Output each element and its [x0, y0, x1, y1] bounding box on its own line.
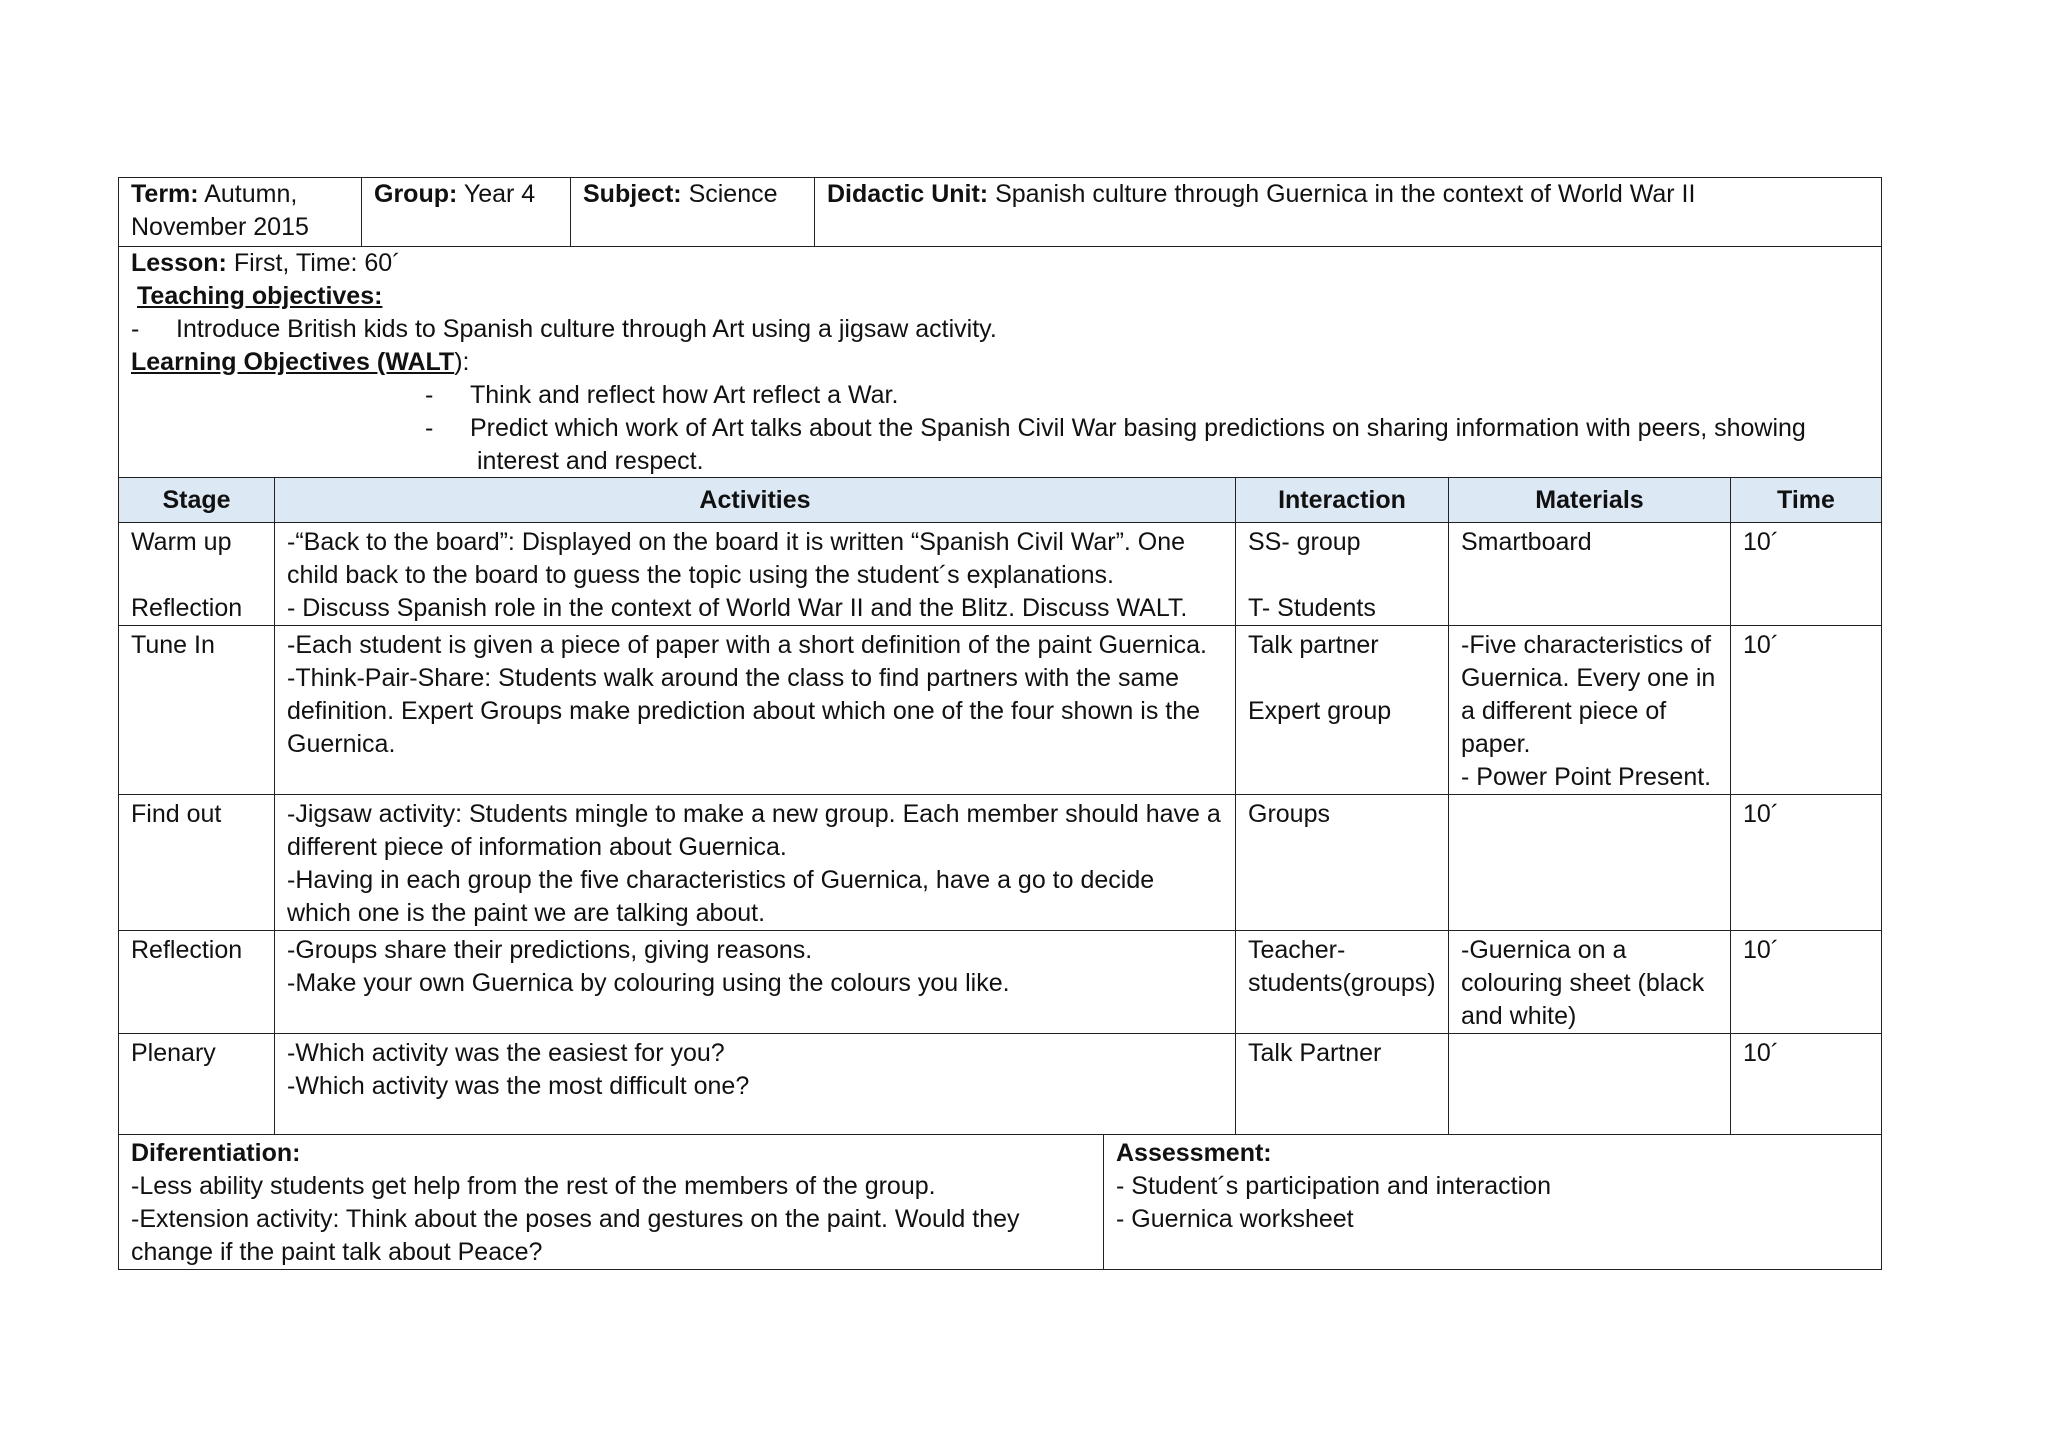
- interaction-text: SS- group: [1248, 528, 1361, 556]
- interaction-text: T- Students: [1248, 594, 1376, 622]
- activities-cell: [275, 626, 1236, 795]
- subject-value: Science: [688, 180, 778, 208]
- col-header-stage: Stage: [119, 478, 275, 523]
- group-cell: [362, 178, 571, 247]
- teaching-objective-text: Introduce British kids to Spanish culture through Art using a jigsaw activity.: [176, 314, 997, 343]
- assessment-cell: [1104, 1134, 1882, 1269]
- assessment-item: - Student´s participation and interaction: [1116, 1171, 1551, 1200]
- bullet-dash: -: [425, 380, 434, 409]
- materials-text: -Five characteristics of Guernica. Every one in a different piece of paper.: [1461, 631, 1716, 758]
- term-value-2: November 2015: [131, 213, 309, 241]
- time-cell: [1731, 523, 1882, 626]
- interaction-cell: [1236, 626, 1449, 795]
- stage-text: Warm up: [131, 528, 232, 556]
- activity-text: -Make your own Guernica by colouring using the colours you like.: [287, 969, 1010, 997]
- time-cell: [1731, 626, 1882, 795]
- activity-text: -Each student is given a piece of paper with a short definition of the paint Guernica.: [287, 631, 1207, 659]
- materials-text: - Power Point Present.: [1461, 763, 1712, 791]
- stage-cell: [119, 795, 275, 931]
- unit-value: Spanish culture through Guernica in the context of World War II: [995, 180, 1696, 208]
- differentiation-cell: [119, 1134, 1104, 1269]
- activity-text: -Groups share their predictions, giving reasons.: [287, 936, 813, 964]
- materials-cell: [1449, 795, 1731, 931]
- learning-objective-item: [131, 412, 1869, 478]
- stage-text: Reflection: [131, 594, 243, 622]
- unit-cell: [815, 178, 1882, 247]
- differentiation-item: -Extension activity: Think about the poses and gestures on the paint. Would they change if the paint talk about Peace?: [131, 1204, 1020, 1266]
- activity-text: - Discuss Spanish role in the context of World War II and the Blitz. Discuss WALT.: [287, 594, 1188, 622]
- materials-cell: [1449, 1034, 1731, 1135]
- activity-text: -Think-Pair-Share: Students walk around the class to find partners with the same definition. Expert Groups make prediction about which one of the four shown is the Guernica.: [287, 664, 1201, 758]
- unit-label: Didactic Unit:: [827, 180, 989, 208]
- learning-objectives-title-suffix: ):: [454, 347, 470, 376]
- learning-objective-text: Predict which work of Art talks about the Spanish Civil War basing predictions on sharing information with peers, showing interest and respect.: [470, 413, 1806, 475]
- bullet-dash: -: [425, 413, 434, 442]
- teaching-objectives-title: Teaching objectives:: [137, 281, 383, 310]
- table-row: [119, 523, 1882, 626]
- activity-text: -Having in each group the five characteristics of Guernica, have a go to decide which one is the paint we are talking about.: [287, 866, 1155, 927]
- time-text: 10´: [1743, 800, 1780, 828]
- stage-cell: [119, 931, 275, 1034]
- header-table: [118, 177, 1882, 247]
- time-text: 10´: [1743, 631, 1780, 659]
- col-header-interaction: Interaction: [1236, 478, 1449, 523]
- assessment-item: - Guernica worksheet: [1116, 1204, 1354, 1233]
- materials-text: -Guernica on a colouring sheet (black and white): [1461, 936, 1705, 1030]
- bullet-dash: -: [131, 314, 140, 343]
- assessment-title: Assessment:: [1116, 1138, 1272, 1167]
- time-cell: [1731, 1034, 1882, 1135]
- term-value-1: Autumn,: [204, 180, 298, 208]
- interaction-cell: [1236, 795, 1449, 931]
- col-header-activities: Activities: [275, 478, 1236, 523]
- subject-cell: [571, 178, 815, 247]
- table-row: [119, 795, 1882, 931]
- activities-cell: [275, 523, 1236, 626]
- table-row: [119, 1034, 1882, 1135]
- lesson-label: Lesson:: [131, 248, 227, 277]
- learning-objective-text: Think and reflect how Art reflect a War.: [470, 380, 899, 409]
- activity-text: -Which activity was the easiest for you?: [287, 1039, 725, 1067]
- activity-text: -Jigsaw activity: Students mingle to make a new group. Each member should have a different piece of information about Guernica.: [287, 800, 1221, 861]
- lesson-plan-sheet: [118, 177, 1882, 1270]
- time-text: 10´: [1743, 528, 1780, 556]
- objectives-cell: [119, 246, 1882, 478]
- interaction-text: Talk partner: [1248, 631, 1379, 659]
- col-header-time: Time: [1731, 478, 1882, 523]
- teaching-objective-item: [131, 313, 1869, 346]
- differentiation-title: Diferentiation:: [131, 1138, 301, 1167]
- interaction-text: Teacher-students(groups): [1248, 936, 1436, 997]
- stage-cell: [119, 626, 275, 795]
- time-cell: [1731, 795, 1882, 931]
- table-row: [119, 931, 1882, 1034]
- activities-cell: [275, 1034, 1236, 1135]
- interaction-text: Talk Partner: [1248, 1039, 1382, 1067]
- activities-table: [118, 477, 1882, 1135]
- activities-cell: [275, 931, 1236, 1034]
- differentiation-item: -Less ability students get help from the rest of the members of the group.: [131, 1171, 936, 1200]
- activity-text: -“Back to the board”: Displayed on the board it is written “Spanish Civil War”. One child back to the board to guess the topic using the student´s explanations.: [287, 528, 1186, 589]
- time-cell: [1731, 931, 1882, 1034]
- subject-label: Subject:: [583, 180, 682, 208]
- materials-cell: [1449, 626, 1731, 795]
- group-value: Year 4: [463, 180, 536, 208]
- time-text: 10´: [1743, 1039, 1780, 1067]
- stage-text: Tune In: [131, 631, 215, 659]
- time-text: 10´: [1743, 936, 1780, 964]
- materials-cell: [1449, 931, 1731, 1034]
- stage-cell: [119, 523, 275, 626]
- term-cell: [119, 178, 362, 247]
- interaction-cell: [1236, 1034, 1449, 1135]
- interaction-cell: [1236, 523, 1449, 626]
- activities-cell: [275, 795, 1236, 931]
- materials-text: Smartboard: [1461, 528, 1592, 556]
- stage-cell: [119, 1034, 275, 1135]
- learning-objective-item: [131, 379, 1869, 412]
- activity-text: -Which activity was the most difficult one?: [287, 1072, 750, 1100]
- stage-text: Reflection: [131, 936, 243, 964]
- lesson-value: First, Time: 60´: [233, 248, 401, 277]
- table-row: [119, 626, 1882, 795]
- interaction-text: Groups: [1248, 800, 1330, 828]
- activities-header-row: [119, 478, 1882, 523]
- interaction-cell: [1236, 931, 1449, 1034]
- col-header-materials: Materials: [1449, 478, 1731, 523]
- footer-table: [118, 1134, 1882, 1270]
- term-label: Term:: [131, 180, 199, 208]
- learning-objectives-title: Learning Objectives (WALT: [131, 347, 455, 376]
- interaction-text: Expert group: [1248, 697, 1392, 725]
- stage-text: Plenary: [131, 1039, 216, 1067]
- group-label: Group:: [374, 180, 458, 208]
- materials-cell: [1449, 523, 1731, 626]
- stage-text: Find out: [131, 800, 222, 828]
- objectives-table: [118, 246, 1882, 479]
